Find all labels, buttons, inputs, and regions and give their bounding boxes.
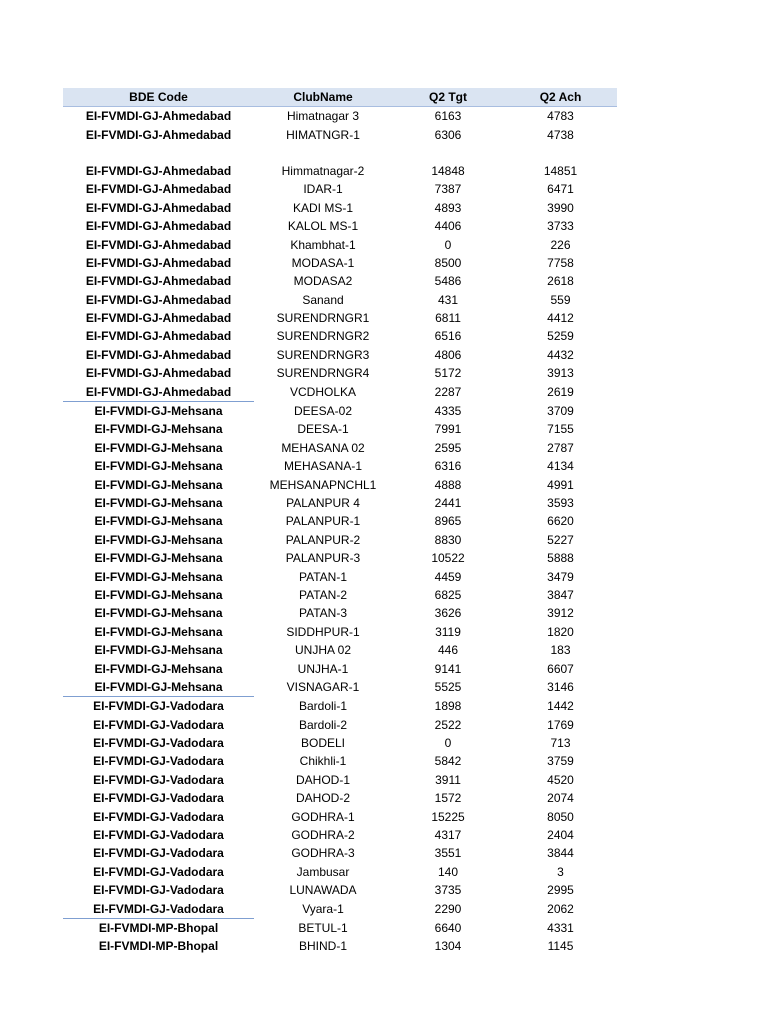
- q2-ach-cell: 2062: [547, 901, 574, 916]
- club-name-cell: PALANPUR-3: [285, 551, 361, 566]
- table-row: [63, 512, 617, 530]
- club-name-cell: Sanand: [302, 292, 344, 307]
- club-name-cell: GODHRA-2: [291, 828, 355, 843]
- club-name-cell: Himatnagar 3: [286, 109, 360, 124]
- q2-ach-cell: 5888: [547, 551, 574, 566]
- q2-tgt-cell: 3911: [435, 772, 461, 787]
- q2-tgt-cell: 6516: [434, 329, 462, 344]
- q2-ach-cell: [504, 144, 617, 162]
- q2-ach-cell: 3913: [547, 366, 574, 381]
- table-row: [63, 716, 617, 734]
- header-club-name: ClubName: [254, 88, 392, 107]
- q2-ach-cell: 8050: [547, 809, 574, 824]
- club-name-cell: PALANPUR-1: [285, 514, 361, 529]
- club-name-cell: LUNAWADA: [289, 883, 357, 898]
- q2-tgt-cell: 0: [444, 237, 452, 252]
- q2-tgt-cell: 1304: [434, 939, 462, 954]
- q2-tgt-cell: 6163: [434, 109, 462, 124]
- club-name-cell: UNJHA 02: [294, 643, 352, 658]
- table-row: [63, 180, 617, 198]
- bde-code-cell: EI-FVMDI-GJ-Mehsana: [94, 606, 223, 621]
- bde-code-cell: EI-FVMDI-GJ-Ahmedabad: [85, 163, 232, 178]
- table-row: [63, 494, 617, 512]
- q2-tgt-cell: 10522: [431, 551, 465, 566]
- table-row: [63, 549, 617, 567]
- q2-tgt-cell: 2595: [434, 440, 462, 455]
- table-row: [63, 937, 617, 955]
- q2-ach-cell: 2404: [547, 828, 574, 843]
- club-name-cell: DAHOD-1: [295, 772, 350, 787]
- q2-tgt-cell: 446: [437, 643, 459, 658]
- club-name-cell: BETUL-1: [298, 920, 348, 935]
- bde-code-cell: EI-FVMDI-GJ-Mehsana: [94, 661, 223, 676]
- q2-tgt-cell: 4806: [434, 347, 462, 362]
- q2-tgt-cell: 5842: [434, 754, 462, 769]
- q2-ach-cell: 3990: [547, 200, 574, 215]
- bde-code-cell: EI-FVMDI-GJ-Ahmedabad: [85, 292, 232, 307]
- table-row: [63, 272, 617, 290]
- table-row: [63, 364, 617, 382]
- table-row: [63, 641, 617, 659]
- q2-tgt-cell: 5172: [434, 366, 462, 381]
- q2-tgt-cell: 3119: [435, 624, 461, 639]
- bde-code-cell: EI-FVMDI-GJ-Ahmedabad: [85, 255, 232, 270]
- club-name-cell: Himmatnagar-2: [281, 163, 365, 178]
- q2-tgt-cell: 9141: [434, 661, 462, 676]
- q2-tgt-cell: 1898: [434, 699, 462, 714]
- club-name-cell: Khambhat-1: [290, 237, 356, 252]
- table-body: [63, 107, 617, 956]
- bde-code-cell: EI-FVMDI-GJ-Mehsana: [94, 496, 223, 510]
- q2-ach-cell: 3593: [547, 496, 574, 510]
- q2-tgt-cell: 6640: [434, 920, 462, 935]
- q2-tgt-cell: 8965: [434, 514, 462, 529]
- club-name-cell: DAHOD-2: [295, 791, 350, 806]
- club-name-cell: PALANPUR 4: [286, 496, 360, 510]
- table-row: [63, 144, 617, 162]
- table-row: [63, 346, 617, 364]
- bde-code-cell: EI-FVMDI-GJ-Vadodara: [63, 697, 254, 716]
- table-row: [63, 659, 617, 677]
- q2-ach-cell: 3912: [547, 606, 574, 621]
- q2-tgt-cell: 140: [437, 864, 459, 879]
- q2-ach-cell: 7155: [547, 422, 574, 437]
- q2-ach-cell: 559: [550, 292, 571, 307]
- q2-ach-cell: 1442: [547, 699, 574, 714]
- q2-tgt-cell: 3626: [434, 606, 462, 621]
- club-name-cell: [254, 144, 392, 162]
- q2-tgt-cell: 4406: [434, 219, 462, 234]
- q2-tgt-cell: 2287: [434, 384, 462, 399]
- q2-tgt-cell: 4317: [434, 828, 462, 843]
- q2-ach-cell: 2618: [547, 274, 574, 289]
- bde-code-cell: EI-FVMDI-GJ-Mehsana: [94, 514, 223, 529]
- table-row: [63, 844, 617, 862]
- bde-code-cell: EI-FVMDI-GJ-Ahmedabad: [85, 311, 232, 326]
- bde-code-cell: EI-FVMDI-MP-Bhopal: [63, 918, 254, 937]
- bde-code-cell: EI-FVMDI-MP-Bhopal: [98, 939, 219, 954]
- q2-ach-cell: 4432: [547, 347, 574, 362]
- club-name-cell: KADI MS-1: [292, 200, 353, 215]
- q2-ach-cell: 14851: [543, 163, 578, 178]
- table-row: [63, 199, 617, 217]
- q2-ach-cell: 5259: [547, 329, 574, 344]
- q2-tgt-cell: 6316: [434, 459, 462, 474]
- q2-tgt-cell: 3735: [434, 883, 462, 898]
- club-name-cell: MEHSANAPNCHL1: [269, 477, 377, 492]
- bde-code-cell: EI-FVMDI-GJ-Ahmedabad: [85, 182, 232, 197]
- bde-code-cell: EI-FVMDI-GJ-Ahmedabad: [85, 347, 232, 362]
- bde-code-cell: EI-FVMDI-GJ-Vadodara: [93, 809, 224, 824]
- q2-ach-cell: 1145: [547, 939, 574, 954]
- table-row: [63, 254, 617, 272]
- q2-ach-cell: 3759: [547, 754, 574, 769]
- q2-ach-cell: 3733: [547, 219, 574, 234]
- bde-code-cell: EI-FVMDI-GJ-Vadodara: [93, 864, 224, 879]
- table-row: [63, 327, 617, 345]
- club-name-cell: Vyara-1: [302, 901, 344, 916]
- bde-code-cell: EI-FVMDI-GJ-Ahmedabad: [85, 127, 232, 142]
- q2-tgt-cell: 8500: [434, 255, 462, 270]
- q2-tgt-cell: 4893: [434, 200, 462, 215]
- bde-code-cell: EI-FVMDI-GJ-Mehsana: [63, 401, 254, 420]
- q2-ach-cell: 4412: [547, 311, 574, 326]
- q2-tgt-cell: [392, 144, 504, 162]
- table-row: [63, 125, 617, 143]
- q2-ach-cell: 2995: [547, 883, 574, 898]
- q2-tgt-cell: 6825: [434, 587, 462, 602]
- q2-ach-cell: 4520: [547, 772, 574, 787]
- table-row: [63, 899, 617, 918]
- bde-code-cell: EI-FVMDI-GJ-Mehsana: [94, 643, 223, 658]
- club-name-cell: GODHRA-3: [291, 846, 355, 861]
- q2-ach-cell: 713: [550, 736, 571, 751]
- q2-tgt-cell: 4335: [434, 403, 462, 418]
- q2-ach-cell: 6471: [547, 182, 574, 197]
- q2-ach-cell: 6620: [547, 514, 574, 529]
- club-name-cell: VCDHOLKA: [289, 384, 357, 399]
- bde-code-cell: EI-FVMDI-GJ-Mehsana: [94, 459, 223, 474]
- q2-tgt-cell: 431: [437, 292, 459, 307]
- table-row: [63, 752, 617, 770]
- bde-code-cell: EI-FVMDI-GJ-Vadodara: [93, 846, 224, 861]
- header-q2-tgt: Q2 Tgt: [392, 88, 504, 107]
- q2-ach-cell: 1769: [547, 717, 574, 732]
- club-name-cell: Jambusar: [296, 864, 350, 879]
- club-name-cell: VISNAGAR-1: [286, 680, 360, 695]
- table-row: [63, 162, 617, 180]
- bde-code-cell: EI-FVMDI-GJ-Vadodara: [93, 791, 224, 806]
- table-row: [63, 531, 617, 549]
- q2-ach-cell: 4991: [547, 477, 574, 492]
- q2-ach-cell: 4783: [547, 109, 574, 124]
- table-row: [63, 918, 617, 937]
- q2-ach-cell: 3: [557, 864, 564, 879]
- table-row: [63, 309, 617, 327]
- table-row: [63, 567, 617, 585]
- table-row: [63, 826, 617, 844]
- bde-code-cell: EI-FVMDI-GJ-Ahmedabad: [85, 109, 232, 124]
- table-row: [63, 734, 617, 752]
- q2-tgt-cell: 6811: [435, 311, 461, 326]
- q2-ach-cell: 7758: [547, 255, 574, 270]
- table-row: [63, 586, 617, 604]
- q2-tgt-cell: 3551: [434, 846, 462, 861]
- bde-code-cell: EI-FVMDI-GJ-Ahmedabad: [85, 274, 232, 289]
- q2-ach-cell: 3844: [547, 846, 574, 861]
- q2-tgt-cell: 7991: [434, 422, 462, 437]
- q2-tgt-cell: 4459: [434, 569, 462, 584]
- table-row: [63, 457, 617, 475]
- club-name-cell: DEESA-1: [297, 422, 349, 437]
- bde-code-cell: EI-FVMDI-GJ-Mehsana: [94, 679, 223, 694]
- bde-code-cell: EI-FVMDI-GJ-Ahmedabad: [85, 219, 232, 234]
- table-row: [63, 475, 617, 493]
- table-row: [63, 807, 617, 825]
- bde-code-cell: EI-FVMDI-GJ-Vadodara: [93, 883, 224, 898]
- bde-code-cell: EI-FVMDI-GJ-Ahmedabad: [85, 237, 232, 252]
- q2-ach-cell: 3847: [547, 587, 574, 602]
- table-row: [63, 439, 617, 457]
- club-name-cell: HIMATNGR-1: [286, 127, 360, 142]
- bde-code-cell: EI-FVMDI-GJ-Vadodara: [93, 736, 224, 751]
- bde-code-cell: EI-FVMDI-GJ-Vadodara: [93, 754, 224, 769]
- club-name-cell: GODHRA-1: [291, 809, 355, 824]
- club-name-cell: UNJHA-1: [297, 661, 349, 676]
- bde-code-cell: EI-FVMDI-GJ-Mehsana: [94, 477, 223, 492]
- table-row: [63, 401, 617, 420]
- club-name-cell: KALOL MS-1: [287, 219, 359, 234]
- club-name-cell: BODELI: [300, 736, 345, 751]
- q2-ach-cell: 3479: [547, 569, 574, 584]
- q2-ach-cell: 3709: [547, 403, 574, 418]
- table-row: [63, 789, 617, 807]
- q2-tgt-cell: 6306: [434, 127, 462, 142]
- bde-code-cell: EI-FVMDI-GJ-Ahmedabad: [85, 200, 232, 215]
- club-name-cell: MODASA2: [293, 274, 353, 289]
- bde-code-cell: [63, 144, 254, 162]
- bde-code-cell: EI-FVMDI-GJ-Ahmedabad: [85, 384, 232, 399]
- club-name-cell: DEESA-02: [293, 403, 353, 418]
- q2-tgt-cell: 1572: [434, 791, 462, 806]
- q2-ach-cell: 183: [550, 643, 571, 658]
- club-name-cell: SURENDRNGR4: [276, 366, 370, 381]
- q2-ach-cell: 2074: [547, 791, 574, 806]
- table-row: [63, 863, 617, 881]
- q2-tgt-cell: 8830: [434, 532, 462, 547]
- club-name-cell: SURENDRNGR3: [276, 347, 370, 362]
- bde-code-cell: EI-FVMDI-GJ-Mehsana: [94, 440, 223, 455]
- bde-code-cell: EI-FVMDI-GJ-Vadodara: [93, 772, 224, 787]
- q2-ach-cell: 226: [550, 237, 571, 252]
- bde-code-cell: EI-FVMDI-GJ-Mehsana: [94, 532, 223, 547]
- club-name-cell: MODASA-1: [291, 255, 355, 270]
- bde-code-cell: EI-FVMDI-GJ-Vadodara: [93, 901, 224, 916]
- bde-code-cell: EI-FVMDI-GJ-Mehsana: [94, 587, 223, 602]
- q2-ach-cell: 4331: [547, 920, 574, 935]
- club-name-cell: SURENDRNGR2: [276, 329, 370, 344]
- header-q2-ach: Q2 Ach: [504, 88, 617, 107]
- bde-code-cell: EI-FVMDI-GJ-Mehsana: [94, 569, 223, 584]
- q2-ach-cell: 1820: [547, 624, 574, 639]
- header-row: [63, 88, 617, 107]
- q2-ach-cell: 4134: [547, 459, 574, 474]
- club-name-cell: BHIND-1: [298, 939, 347, 954]
- bde-code-cell: EI-FVMDI-GJ-Mehsana: [94, 624, 223, 639]
- q2-ach-cell: 4738: [547, 127, 574, 142]
- club-name-cell: Bardoli-1: [298, 699, 348, 714]
- q2-ach-cell: 3146: [547, 680, 574, 695]
- bde-code-cell: EI-FVMDI-GJ-Ahmedabad: [85, 329, 232, 344]
- club-name-cell: PALANPUR-2: [285, 532, 361, 547]
- table-row: [63, 382, 617, 401]
- q2-tgt-cell: 14848: [431, 163, 465, 178]
- q2-tgt-cell: 7387: [434, 182, 462, 197]
- club-name-cell: Chikhli-1: [299, 754, 347, 769]
- table-row: [63, 881, 617, 899]
- club-name-cell: IDAR-1: [303, 182, 343, 197]
- q2-tgt-cell: 2522: [434, 717, 462, 732]
- club-name-cell: MEHASANA-1: [283, 459, 363, 474]
- club-target-table: [63, 88, 617, 956]
- q2-ach-cell: 6607: [547, 661, 574, 676]
- q2-tgt-cell: 2290: [434, 901, 462, 916]
- q2-tgt-cell: 5486: [434, 274, 462, 289]
- table-row: [63, 771, 617, 789]
- table-row: [63, 235, 617, 253]
- table-row: [63, 217, 617, 235]
- club-name-cell: SIDDHPUR-1: [286, 624, 360, 639]
- club-name-cell: PATAN-1: [298, 569, 347, 584]
- bde-code-cell: EI-FVMDI-GJ-Mehsana: [94, 551, 223, 566]
- club-name-cell: MEHASANA 02: [281, 440, 365, 455]
- q2-tgt-cell: 0: [444, 736, 452, 751]
- header-bde-code: BDE Code: [63, 88, 254, 107]
- club-name-cell: Bardoli-2: [298, 717, 348, 732]
- q2-tgt-cell: 4888: [434, 477, 462, 492]
- club-name-cell: PATAN-3: [298, 606, 347, 621]
- bde-code-cell: EI-FVMDI-GJ-Ahmedabad: [85, 366, 232, 381]
- q2-ach-cell: 2787: [547, 440, 574, 455]
- bde-code-cell: EI-FVMDI-GJ-Vadodara: [93, 828, 224, 843]
- table-row: [63, 420, 617, 438]
- q2-tgt-cell: 2441: [434, 496, 462, 510]
- q2-tgt-cell: 5525: [434, 680, 462, 695]
- club-name-cell: PATAN-2: [298, 587, 347, 602]
- q2-ach-cell: 2619: [547, 384, 574, 399]
- q2-ach-cell: 5227: [547, 532, 574, 547]
- table-row: [63, 697, 617, 716]
- table-row: [63, 678, 617, 697]
- table-row: [63, 623, 617, 641]
- table-row: [63, 604, 617, 622]
- bde-code-cell: EI-FVMDI-GJ-Vadodara: [93, 717, 224, 732]
- table-row: [63, 291, 617, 309]
- bde-code-cell: EI-FVMDI-GJ-Mehsana: [94, 422, 223, 437]
- q2-tgt-cell: 15225: [431, 809, 465, 824]
- club-name-cell: SURENDRNGR1: [276, 311, 370, 326]
- table-row: [63, 107, 617, 126]
